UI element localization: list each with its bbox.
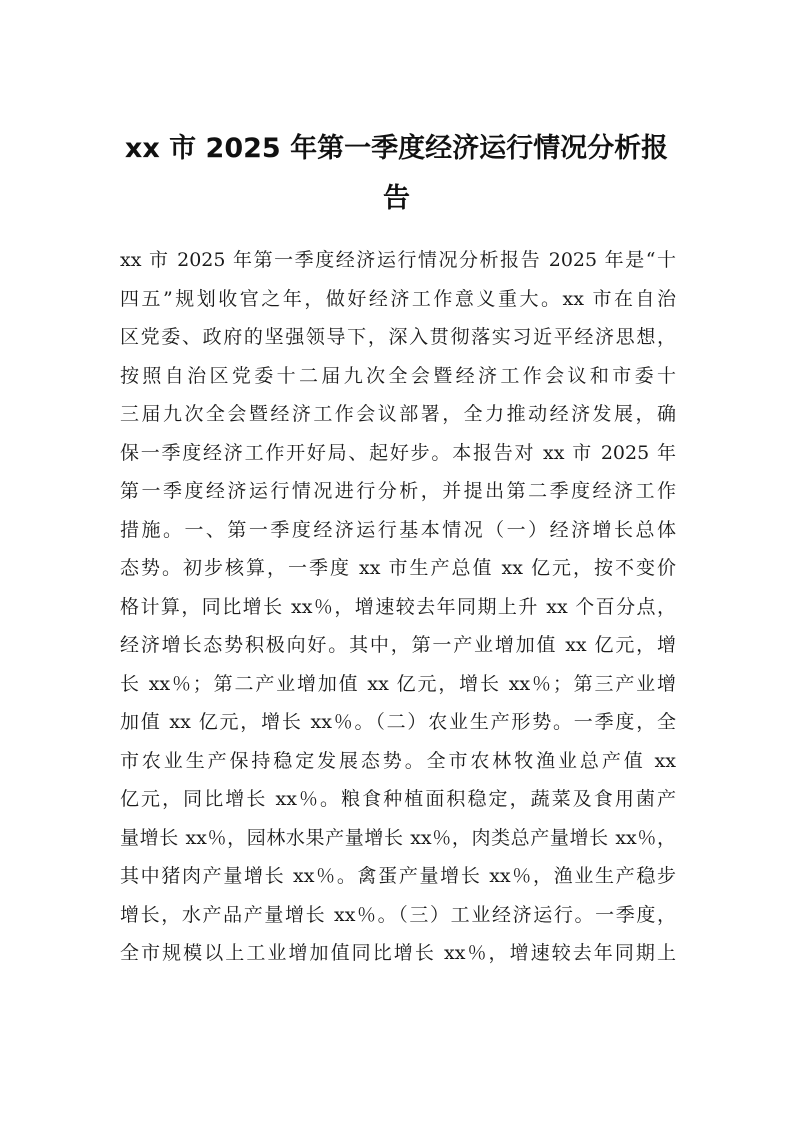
text-line: 按照自治区党委十二届九次全会暨经济工作会议和市委十	[120, 364, 676, 387]
text-line: 经济增长态势积极向好。其中，第一产业增加值 xx 亿元，增	[120, 634, 676, 656]
text-line: 加值 xx 亿元，增长 xx％。（二）农业生产形势。一季度，全	[120, 711, 676, 733]
title-line-1: xx 市 2025 年第一季度经济运行情况分析报	[124, 133, 669, 164]
text-line: 第一季度经济运行情况进行分析，并提出第二季度经济工作	[120, 480, 676, 502]
text-line: 格计算，同比增长 xx％，增速较去年同期上升 xx 个百分点，	[120, 595, 676, 618]
text-line: 措施。一、第一季度经济运行基本情况（一）经济增长总体	[120, 518, 676, 541]
text-line: 区党委、政府的坚强领导下，深入贯彻落实习近平经济思想，	[120, 326, 676, 348]
text-line: 态势。初步核算，一季度 xx 市生产总值 xx 亿元，按不变价	[120, 557, 676, 579]
text-line: 其中猪肉产量增长 xx％。禽蛋产量增长 xx％，渔业生产稳步	[120, 865, 676, 887]
text-line: 增长，水产品产量增长 xx％。（三）工业经济运行。一季度，	[120, 903, 676, 926]
text-line: 三届九次全会暨经济工作会议部署，全力推动经济发展，确	[120, 403, 676, 425]
text-line: 量增长 xx％，园林水果产量增长 xx％，肉类总产量增长 xx％，	[120, 826, 676, 849]
text-line: 长 xx％；第二产业增加值 xx 亿元，增长 xx％；第三产业增	[120, 672, 676, 695]
text-line: xx 市 2025 年第一季度经济运行情况分析报告 2025 年是“十	[120, 249, 676, 271]
text-line: 四五”规划收官之年，做好经济工作意义重大。xx 市在自治	[120, 287, 676, 310]
text-line: 保一季度经济工作开好局、起好步。本报告对 xx 市 2025 年	[120, 441, 676, 464]
document-title	[110, 124, 683, 224]
title-line-2: 告	[383, 183, 410, 214]
body-paragraph	[120, 241, 676, 973]
text-line: 全市规模以上工业增加值同比增长 xx％，增速较去年同期上	[120, 942, 676, 964]
text-line: 市农业生产保持稳定发展态势。全市农林牧渔业总产值 xx	[120, 749, 676, 772]
text-line: 亿元，同比增长 xx％。粮食种植面积稳定，蔬菜及食用菌产	[120, 788, 676, 810]
